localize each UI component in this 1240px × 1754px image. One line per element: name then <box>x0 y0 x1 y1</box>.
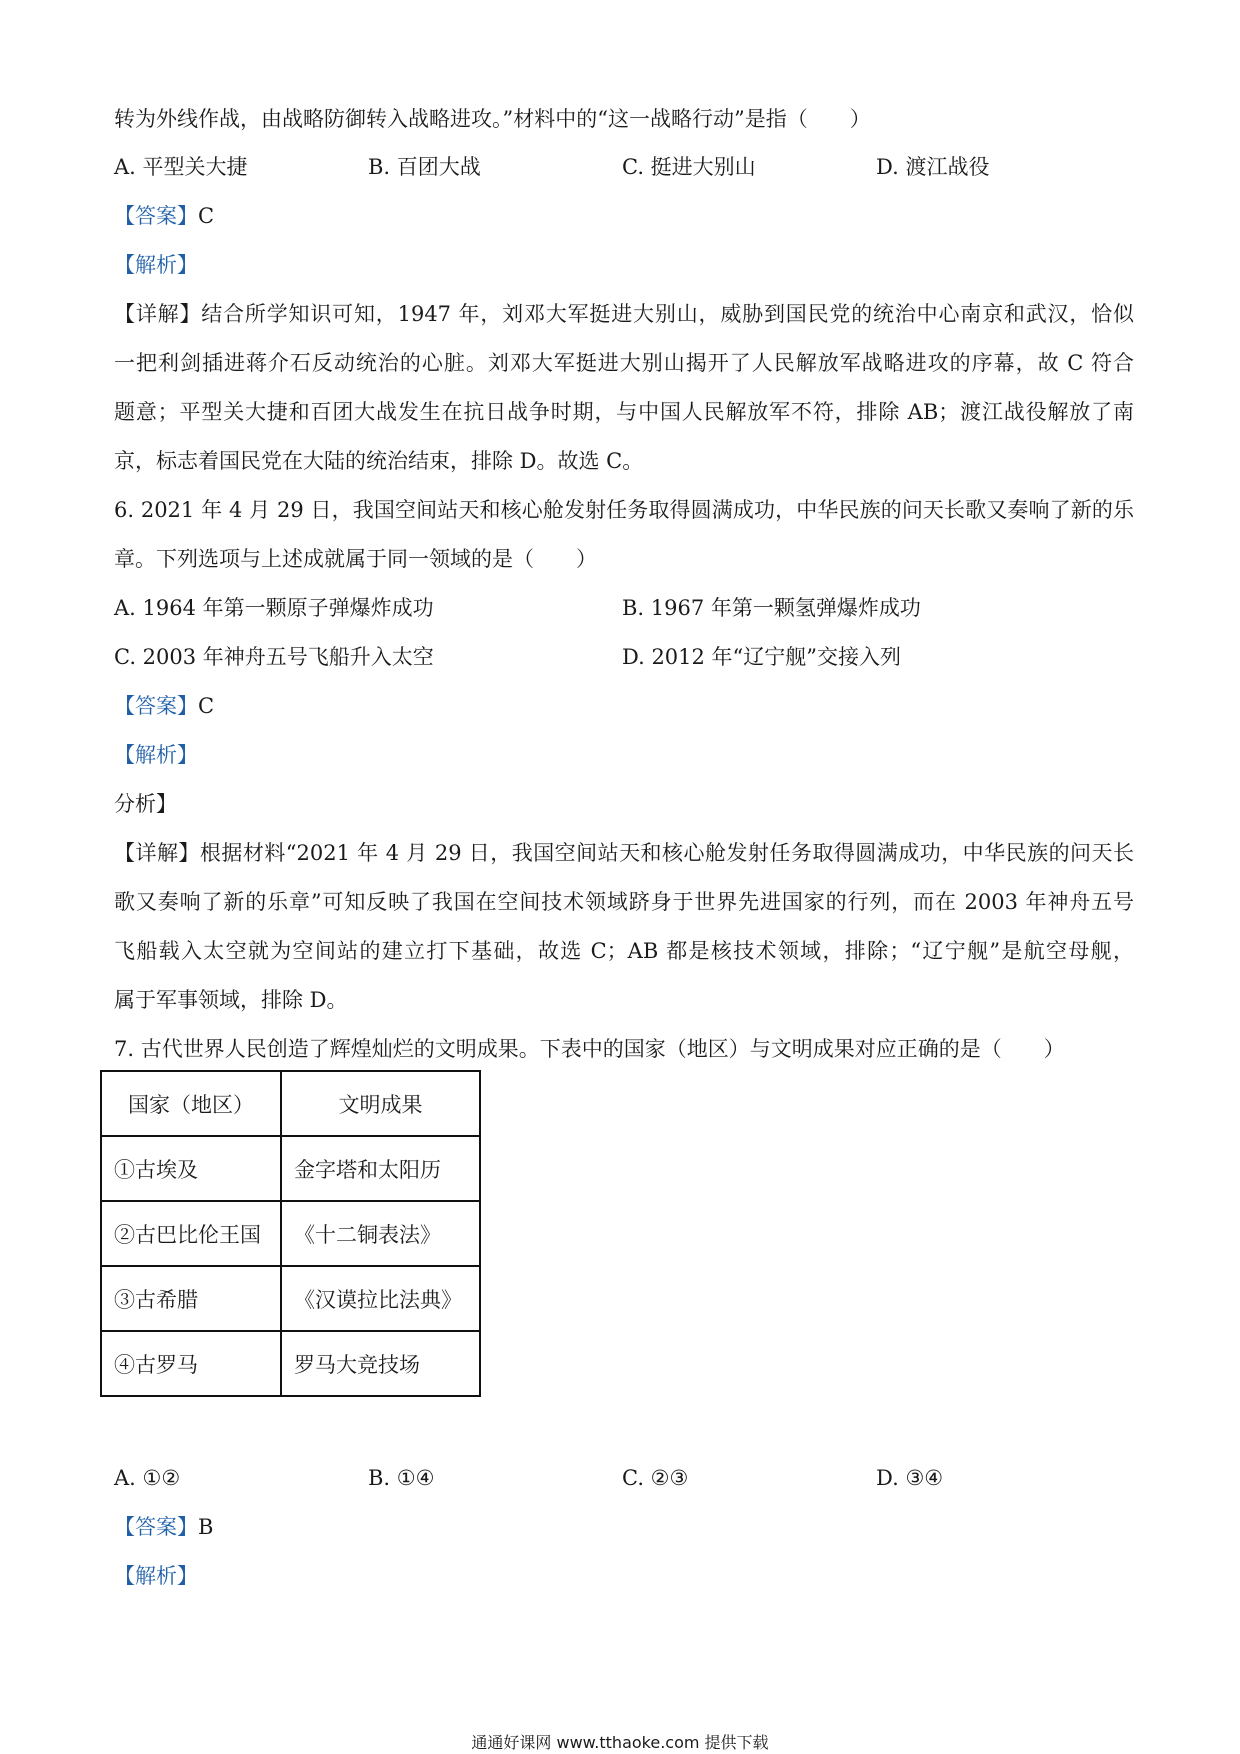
q5-option-c: C. 挺进大别山 <box>622 155 756 179</box>
q5-detail-line-1: 【详解】结合所学知识可知，1947 年，刘邓大军挺进大别山，威胁到国民党的统治中心南京和武汉，恰似 <box>114 302 1134 326</box>
table-row <box>101 1331 480 1396</box>
q5-detail-line-3: 题意；平型关大捷和百团大战发生在抗日战争时期，与中国人民解放军不符，排除 AB；渡江战役解放了南 <box>114 400 1134 424</box>
answer-value: C <box>198 204 215 228</box>
table-cell: ④古罗马 <box>101 1331 281 1396</box>
q5-option-d: D. 渡江战役 <box>876 155 990 179</box>
q5-detail-line-4: 京，标志着国民党在大陆的统治结束，排除 D。故选 C。 <box>114 449 644 473</box>
q6-analysis-tag: 【解析】 <box>114 743 198 767</box>
table-cell: 《十二铜表法》 <box>281 1201 480 1266</box>
q6-option-d: D. 2012 年“辽宁舰”交接入列 <box>622 645 902 669</box>
q6-detail-line-3: 飞船载入太空就为空间站的建立打下基础，故选 C；AB 都是核技术领域，排除；“辽宁舰”是航空母舰， <box>114 939 1134 963</box>
q6-analysis-sub-tag: 分析】 <box>114 792 177 816</box>
q7-option-a: A. ①② <box>114 1466 181 1490</box>
answer-tag: 【答案】 <box>114 694 198 718</box>
detail-tag: 【详解】 <box>114 302 202 326</box>
q6-answer <box>114 691 1134 721</box>
q7-answer <box>114 1512 1134 1542</box>
q6-option-a: A. 1964 年第一颗原子弹爆炸成功 <box>114 596 434 620</box>
detail-tag: 【详解】 <box>114 841 200 865</box>
q5-answer <box>114 201 1134 231</box>
q6-detail-line-4: 属于军事领域，排除 D。 <box>114 988 348 1012</box>
table-row <box>101 1266 480 1331</box>
q5-analysis-tag: 【解析】 <box>114 253 198 277</box>
q6-option-b: B. 1967 年第一颗氢弹爆炸成功 <box>622 596 921 620</box>
table-row <box>101 1201 480 1266</box>
answer-value: C <box>198 694 215 718</box>
q5-option-b: B. 百团大战 <box>368 155 481 179</box>
civilization-table <box>100 1070 481 1397</box>
table-cell: 《汉谟拉比法典》 <box>281 1266 480 1331</box>
table-cell: 罗马大竞技场 <box>281 1331 480 1396</box>
q7-option-b: B. ①④ <box>368 1466 435 1490</box>
q7-option-d: D. ③④ <box>876 1466 944 1490</box>
q7-analysis-tag: 【解析】 <box>114 1564 198 1588</box>
table-cell: ①古埃及 <box>101 1136 281 1201</box>
q6-detail-line-1: 【详解】根据材料“2021 年 4 月 29 日，我国空间站天和核心舱发射任务取得圆满成功，中华民族的问天长 <box>114 841 1135 865</box>
q5-stem-tail: 转为外线作战，由战略防御转入战略进攻。”材料中的“这一战略行动”是指（ ） <box>114 107 871 131</box>
table-cell: 金字塔和太阳历 <box>281 1136 480 1201</box>
table-header-cell: 国家（地区） <box>101 1071 281 1136</box>
q7-option-c: C. ②③ <box>622 1466 689 1490</box>
table-cell: ②古巴比伦王国 <box>101 1201 281 1266</box>
table-header-row <box>101 1071 480 1136</box>
table-row <box>101 1136 480 1201</box>
answer-value: B <box>198 1515 214 1539</box>
q5-detail-line-2: 一把利剑插进蒋介石反动统治的心脏。刘邓大军挺进大别山揭开了人民解放军战略进攻的序幕，故 C 符合 <box>114 351 1134 375</box>
q6-stem-line-2: 章。下列选项与上述成就属于同一领域的是（ ） <box>114 547 597 571</box>
q6-detail-line-2: 歌又奏响了新的乐章”可知反映了我国在空间技术领域跻身于世界先进国家的行列，而在 2003 年神舟五号 <box>114 890 1134 914</box>
q6-stem-line-1: 6. 2021 年 4 月 29 日，我国空间站天和核心舱发射任务取得圆满成功，中华民族的问天长歌又奏响了新的乐 <box>114 498 1134 522</box>
page-footer: 通通好课网 www.tthaoke.com 提供下载 <box>471 1733 769 1752</box>
q6-option-c: C. 2003 年神舟五号飞船升入太空 <box>114 645 434 669</box>
answer-tag: 【答案】 <box>114 1515 198 1539</box>
q5-option-a: A. 平型关大捷 <box>114 155 248 179</box>
table-header-cell: 文明成果 <box>281 1071 480 1136</box>
answer-tag: 【答案】 <box>114 204 198 228</box>
q7-stem: 7. 古代世界人民创造了辉煌灿烂的文明成果。下表中的国家（地区）与文明成果对应正确的是（ ） <box>114 1037 1065 1061</box>
table-cell: ③古希腊 <box>101 1266 281 1331</box>
